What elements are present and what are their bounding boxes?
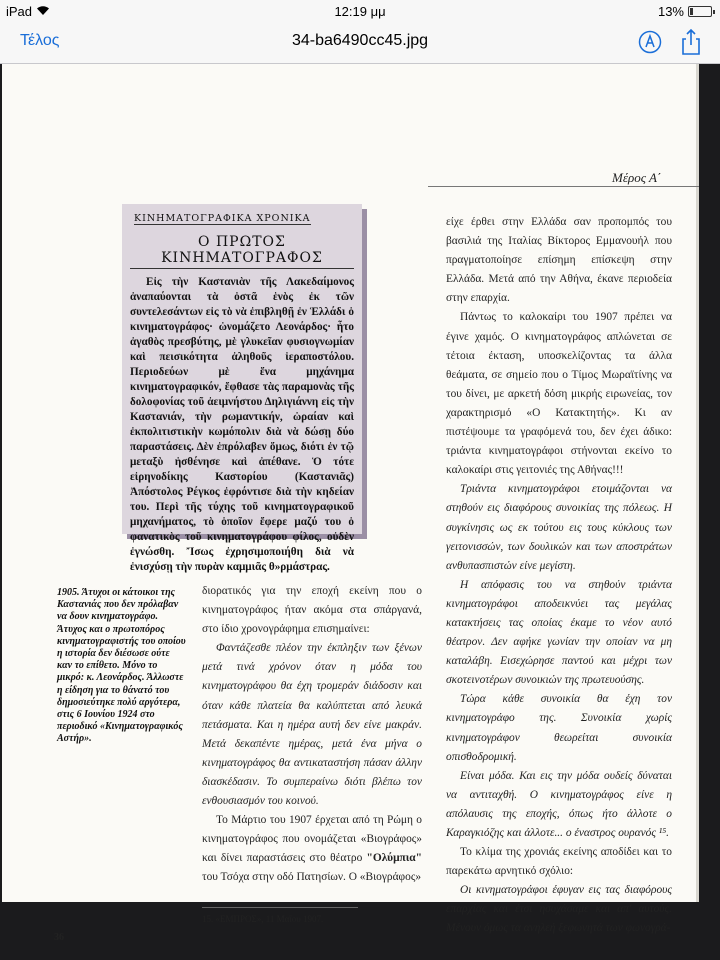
footnote-rule bbox=[202, 907, 358, 908]
theatre-name: "Ολύμπια" bbox=[366, 852, 422, 865]
chapter-heading: Μέρος Α΄ bbox=[612, 170, 662, 185]
clipping-kicker: ΚΙΝΗΜΑΤΟΓΡΑΦΙΚΑ ΧΡΟΝΙΚΑ bbox=[134, 213, 311, 224]
right-quote-5: Οι κινηματογράφοι έφυγαν εις τας διαφόρους επαρχίας και έτσι ησυχάσαμε και απ' αυτούς. Μένουν όμως τα ανηλεή ξεφωνητά των φωνογρά- bbox=[446, 884, 672, 935]
battery-level bbox=[690, 8, 693, 15]
photo-caption: 1905. Άτυχοι οι κάτοικοι της Καστανιάς που δεν πρόλαβαν να δουν κινηματογράφο. Άτυχος και ο πρωτοπόρος κινηματογραφιστής του οποίου η ιστορία δεν διέσωσε ούτε καν το επίθετο. Μόνο το μικρό: κ. Λεονάρδος. Άλλωστε η είδηση για το θάνατό του δημοσιεύτηκε πολύ αργότερα, στις 6 Ιουνίου 1924 στο περιοδικό «Κινηματογραφικός Αστήρ». bbox=[57, 587, 186, 745]
newspaper-clipping bbox=[122, 204, 362, 573]
markup-pen-icon[interactable] bbox=[638, 30, 662, 54]
scanned-page bbox=[2, 64, 699, 943]
page-number: 36 bbox=[54, 932, 64, 943]
header-rule bbox=[428, 186, 699, 187]
right-quote-4: Είναι μόδα. Και εις την μόδα ουδείς δύναται να αντιταχθή. Ο κινηματογράφος είνε η απόλαυσις της εποχής, όπως ήτο άλλοτε ο Καραγκιόζης και άλλοτε... ο έναστρος ουρανός ¹⁵. bbox=[446, 769, 672, 839]
mid-paragraph-1: διορατικός για την εποχή εκείνη που ο κινηματογράφος ήταν ακόμα στα σπάργανά, στο ίδιο χρονογράφημα επισημαίνει: bbox=[202, 585, 422, 636]
file-title: 34-ba6490cc45.jpg bbox=[291, 32, 429, 49]
footnote: 15. «ΕΜΠΡΟΣ», 11 Μαΐου 1907. bbox=[202, 914, 324, 924]
clipping-headline: Ο ΠΡΩΤΟΣ ΚΙΝΗΜΑΤΟΓΡΑΦΟΣ bbox=[130, 234, 354, 269]
right-paragraph-1: είχε έρθει στην Ελλάδα σαν προπομπός του βασιλιά της Ιταλίας Βίκτορος Εμμανουήλ που πραγματοποίησε επίσημη επίσκεψη στην Ελλάδα. Μετά από την Αθήνα, έκανε περιοδεία στην επαρχία. bbox=[446, 216, 672, 305]
text-column-middle bbox=[202, 582, 422, 888]
mid-p3-start: Το Μάρτιο του 1907 έρχεται από τη Ρώμη ο κινηματογράφος που ονομάζεται «Βιογράφος» και δίνει παραστάσεις στο θέατρο bbox=[202, 814, 422, 865]
right-quote-3: Τώρα κάθε συνοικία θα έχη τον κινηματογράφο της. Συνοικία χωρίς κινηματογράφον θεωρείται συνοικία οπισθοδρομική. bbox=[446, 693, 672, 763]
battery-percentage: 13% bbox=[657, 4, 684, 19]
clipping-body: Εἰς τὴν Καστανιὰν τῆς Λακεδαίμονος ἀναπαύονται τὰ ὀστᾶ ἑνὸς ἐκ τῶν συντελεσάντων εἰς τὸ νὰ ἐπιβληθῇ ἐν Ἑλλάδι ὁ κινηματογράφος· ὠνομάζετο Λεονάρδος· ἦτο ἀγαθὸς πρεσβύτης, μὲ γλυκεῖαν φυσιογνωμίαν καὶ πεισικότητα ἀληθοῦς ἱεραποστόλου. Περιοδεύων μὲ ἕνα μηχάνημα κινηματογραφικόν, ἔφθασε τὰς παραμονὰς τῆς δολοφονίας τοῦ ἀειμνήστου Δηλιγιάννη εἰς τὴν Καστανιάν, τὴν ρωμαντικήν, ὡραίαν καὶ ἐκπολιτιστικὴν κωμόπολιν διὰ νὰ δώσῃ δύο παραστάσεις. Δὲν ἐπρόλαβεν ὅμως, διότι ἐν τῷ μεταξὺ ἠσθένησε καὶ ἀπέθανε. Ὁ τότε εἰρηνοδίκης Καστορίου (Καστανιᾶς) Ἀπόστολος Ρέγκος ἐφρόντισε διὰ τὴν κηδείαν του. Περὶ τῆς τύχης τοῦ κινηματογραφικοῦ μηχανήματος, τὸ ὁποῖον ἔφερε μαζύ του ὁ φανατικὸς τοῦ κινηματογράφου φίλος, οὐδὲν ἐγνώσθη. Ἴσως ἐχρησιμοποιήθη διὰ νὰ ἐνισχύσῃ τὴν πυρὰν καμμιᾶς θ»ρμάστρας. bbox=[130, 276, 354, 573]
viewer-toolbar bbox=[0, 22, 720, 64]
status-bar bbox=[0, 0, 720, 22]
text-column-right bbox=[446, 213, 672, 939]
right-quote-2: Η απόφασις του να στηθούν τριάντα κινηματογράφοι αποδεικνύει τας μεγάλας κατακτήσεις τας οποίας έκαμε το νέον αυτό θέατρον. Δεν αφήκε γωνίαν την οποίαν να μη καταλάβη. Εισεχώρησε παντού και μέχρι των σκοτεινοτέρων συνοικιών της πρωτευούσης. bbox=[446, 578, 672, 687]
share-icon[interactable] bbox=[680, 28, 702, 56]
battery-icon bbox=[688, 6, 712, 17]
right-paragraph-2: Πάντως το καλοκαίρι του 1907 πρέπει να έγινε χαμός. Ο κινηματογράφος απλώνεται σε τέτοια έκταση, υποσκελίζοντας τα άλλα θεάματα, σε σημείο που ο Τίμος Μωραϊτίνης να του δίνει, με αρκετή δόση μικρής ειρωνείας, τον χαρακτηρισμό «Ο Κατακτητής». Κι αν πιστέψουμε τα γραφόμενά του, δεν έχει άδικο: τριάντα κινηματογράφοι στήνονται εκείνο το καλοκαίρι στις γειτονιές της Αθήνας!!! bbox=[446, 311, 672, 477]
carrier-label: iPad bbox=[6, 4, 33, 19]
done-button[interactable]: Τέλος bbox=[20, 32, 60, 49]
clock: 12:19 μμ bbox=[334, 4, 386, 19]
mid-p3-end: του Τσόχα στην οδό Πατησίων. Ο «Βιογράφος» bbox=[202, 871, 422, 884]
right-paragraph-7: Το κλίμα της χρονιάς εκείνης αποδίδει και το παρεκάτω αρνητικό σχόλιο: bbox=[446, 846, 672, 878]
mid-quote: Φαντάζεσθε πλέον την έκπληξιν των ξένων μετά τινά χρόνον όταν η μόδα του κινηματογράφου θα έχη τρομεράν διάδοσιν και όταν κάθε πλατεία θα καλύπτεται από λευκά πετάσματα. Και η ημέρα αυτή δεν είνε μακράν. Μετά δεκαπέντε ημέρας, μετά ένα μήνα ο κινηματογράφος θα αντικαταστήση πάσαν άλλην διασκέδασιν. Το συμπεραίνω διότι βλέπω τον ενθουσιασμόν του κοινού. bbox=[202, 642, 422, 808]
mid-paragraph-3 bbox=[202, 811, 422, 887]
right-quote-1: Τριάντα κινηματογράφοι ετοιμάζονται να στηθούν εις διαφόρους συνοικίας της πόλεως. Η συγκίνησις ως εκ τούτου εις τους κύκλους των γειτονισσών, των δουλικών και των αποστράτων ανθυπασπιστών είνε μεγίστη. bbox=[446, 483, 672, 572]
